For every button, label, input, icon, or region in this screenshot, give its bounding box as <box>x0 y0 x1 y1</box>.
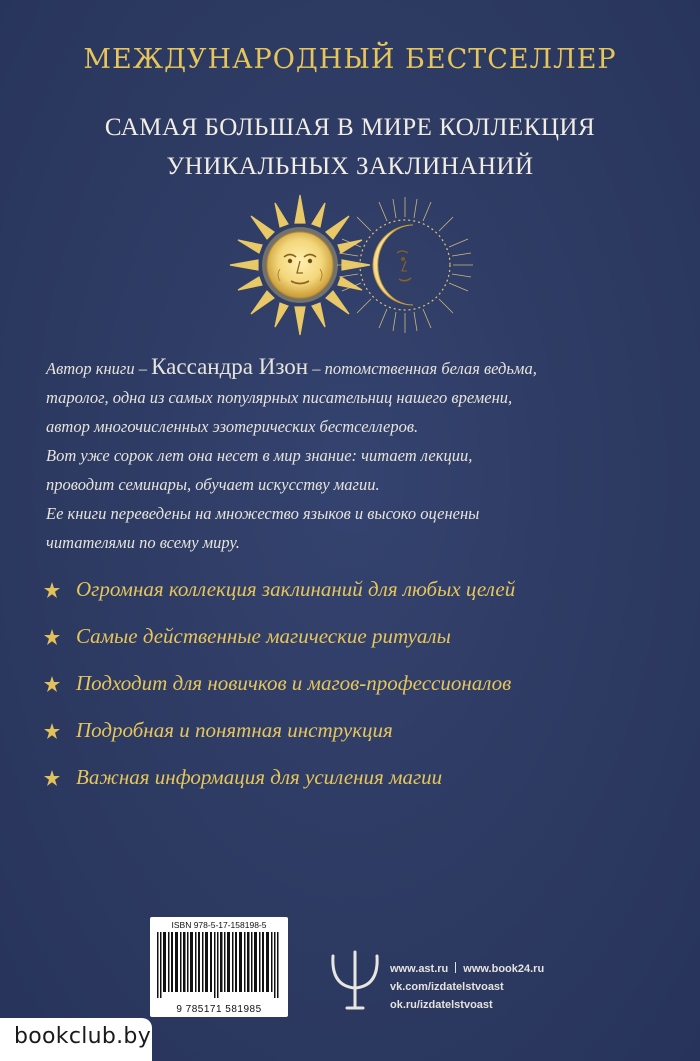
author-line-2: таролог, одна из самых популярных писательниц нашего времени, <box>46 388 513 407</box>
author-line-7: читателями по всему миру. <box>46 533 240 552</box>
feature-text: Огромная коллекция заклинаний для любых целей <box>76 577 516 601</box>
star-icon <box>44 582 60 598</box>
sun-moon-illustration <box>225 190 475 340</box>
watermark-badge <box>0 1018 152 1061</box>
trident-psi-icon <box>325 946 385 1014</box>
star-icon <box>44 770 60 786</box>
author-name: Кассандра Изон <box>151 354 309 379</box>
feature-text: Подходит для новичков и магов-профессионалов <box>76 671 512 695</box>
author-line-1 <box>46 352 666 383</box>
star-icon <box>44 723 60 739</box>
cover-subtitle <box>0 108 700 186</box>
author-line-4: Вот уже сорок лет она несет в мир знание: читает лекции, <box>46 446 473 465</box>
star-icon <box>44 676 60 692</box>
feature-item <box>44 660 684 707</box>
bestseller-heading: МЕЖДУНАРОДНЫЙ БЕСТСЕЛЛЕР <box>83 44 617 75</box>
barcode-digits: 9 785171 581985 <box>176 1004 262 1015</box>
isbn-label: ISBN 978-5-17-158198-5 <box>171 920 267 930</box>
barcode-bars <box>157 932 281 998</box>
link-ok[interactable]: ok.ru/izdatelstvoast <box>390 999 493 1011</box>
feature-item <box>44 566 684 613</box>
link-ast[interactable]: www.ast.ru <box>390 963 449 975</box>
author-line-5: проводит семинары, обучает искусству магии. <box>46 475 380 494</box>
author-line-6: Ее книги переведены на множество языков и высоко оценены <box>46 504 480 523</box>
subtitle-line-1: САМАЯ БОЛЬШАЯ В МИРЕ КОЛЛЕКЦИЯ <box>104 114 596 141</box>
link-book24[interactable]: www.book24.ru <box>463 963 545 975</box>
author-line-3: автор многочисленных эзотерических бестселлеров. <box>46 417 419 436</box>
barcode <box>150 917 288 1017</box>
feature-item <box>44 613 684 660</box>
author-description <box>46 352 666 557</box>
links-row-1 <box>390 960 544 978</box>
feature-list <box>44 566 684 801</box>
link-vk[interactable]: vk.com/izdatelstvoast <box>390 981 504 993</box>
star-icon <box>44 629 60 645</box>
link-separator <box>455 962 456 973</box>
subtitle-line-2: УНИКАЛЬНЫХ ЗАКЛИНАНИЙ <box>166 153 534 180</box>
watermark-text: bookclub.by <box>14 1024 152 1049</box>
author-line-1-rest: – потомственная белая ведьма, <box>308 359 537 378</box>
feature-item <box>44 754 684 801</box>
publisher-links <box>390 960 544 1014</box>
feature-item <box>44 707 684 754</box>
feature-text: Важная информация для усиления магии <box>76 765 443 789</box>
feature-text: Самые действенные магические ритуалы <box>76 624 451 648</box>
feature-text: Подробная и понятная инструкция <box>76 718 393 742</box>
author-prefix: Автор книги – <box>46 359 152 378</box>
